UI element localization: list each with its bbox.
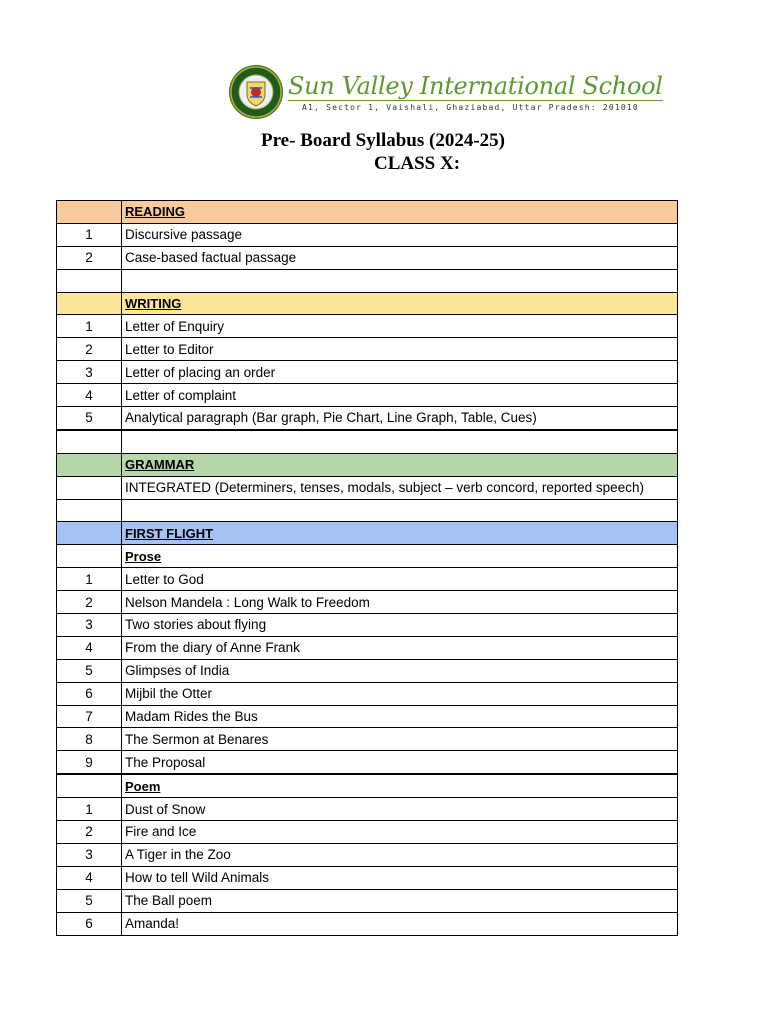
table-row [57, 315, 678, 338]
table-row [57, 361, 678, 384]
item-number: 9 [57, 751, 122, 774]
section-header-reading [57, 201, 678, 224]
school-header [228, 64, 663, 120]
table-cell [57, 522, 122, 545]
item-number: 3 [57, 843, 122, 866]
table-row [57, 591, 678, 614]
section-heading: GRAMMAR [122, 453, 678, 476]
blank-row [57, 430, 678, 453]
table-row [57, 843, 678, 866]
item-text: Nelson Mandela : Long Walk to Freedom [122, 591, 678, 614]
school-crest-icon [228, 64, 284, 120]
item-number: 1 [57, 315, 122, 338]
syllabus-table [56, 200, 678, 936]
item-text: Two stories about flying [122, 614, 678, 637]
item-number: 4 [57, 384, 122, 407]
item-number: 1 [57, 223, 122, 246]
item-text: A Tiger in the Zoo [122, 843, 678, 866]
item-number: 2 [57, 338, 122, 361]
title-line-1: Pre- Board Syllabus (2024-25) [260, 130, 505, 151]
item-text: How to tell Wild Animals [122, 866, 678, 889]
school-address: A1, Sector 1, Vaishali, Ghaziabad, Uttar Pradesh: 201010 [302, 102, 639, 112]
item-number [57, 476, 122, 499]
table-cell [57, 774, 122, 797]
section-header-writing [57, 292, 678, 315]
item-text: Fire and Ice [122, 821, 678, 844]
table-row [57, 705, 678, 728]
section-heading: READING [122, 201, 678, 224]
item-text: Discursive passage [122, 223, 678, 246]
subsection-heading: Prose [122, 545, 678, 568]
item-number: 5 [57, 407, 122, 430]
item-number: 4 [57, 866, 122, 889]
item-number: 6 [57, 912, 122, 935]
item-text: Analytical paragraph (Bar graph, Pie Chart, Line Graph, Table, Cues) [122, 407, 678, 430]
table-cell [57, 430, 122, 453]
table-cell [57, 545, 122, 568]
table-cell [57, 292, 122, 315]
table-cell [57, 269, 122, 292]
item-text: The Ball poem [122, 889, 678, 912]
item-text: The Sermon at Benares [122, 728, 678, 751]
table-row [57, 821, 678, 844]
item-number: 1 [57, 798, 122, 821]
item-text: From the diary of Anne Frank [122, 636, 678, 659]
item-text: INTEGRATED (Determiners, tenses, modals, subject – verb concord, reported speech) [122, 476, 678, 499]
table-row [57, 659, 678, 682]
item-number: 6 [57, 682, 122, 705]
table-row [57, 751, 678, 774]
table-row [57, 636, 678, 659]
table-cell [122, 499, 678, 522]
item-number: 1 [57, 568, 122, 591]
table-cell [122, 269, 678, 292]
blank-row [57, 269, 678, 292]
table-row [57, 866, 678, 889]
item-number: 7 [57, 705, 122, 728]
table-row [57, 912, 678, 935]
item-number: 3 [57, 614, 122, 637]
item-number: 4 [57, 636, 122, 659]
item-number: 3 [57, 361, 122, 384]
table-row [57, 614, 678, 637]
table-row [57, 384, 678, 407]
item-text: Amanda! [122, 912, 678, 935]
item-number: 5 [57, 659, 122, 682]
blank-row [57, 499, 678, 522]
table-row [57, 338, 678, 361]
table-row [57, 889, 678, 912]
table-row [57, 407, 678, 430]
item-text: Glimpses of India [122, 659, 678, 682]
table-cell [57, 499, 122, 522]
item-text: Madam Rides the Bus [122, 705, 678, 728]
section-heading: FIRST FLIGHT [122, 522, 678, 545]
section-header-first-flight [57, 522, 678, 545]
item-text: Letter of placing an order [122, 361, 678, 384]
table-cell [122, 430, 678, 453]
item-text: Letter to God [122, 568, 678, 591]
table-cell [57, 453, 122, 476]
table-cell [57, 201, 122, 224]
item-text: Dust of Snow [122, 798, 678, 821]
item-number: 2 [57, 821, 122, 844]
item-text: Letter of complaint [122, 384, 678, 407]
table-row [57, 728, 678, 751]
item-text: Mijbil the Otter [122, 682, 678, 705]
table-row [57, 246, 678, 269]
item-text: The Proposal [122, 751, 678, 774]
item-number: 2 [57, 591, 122, 614]
item-number: 5 [57, 889, 122, 912]
section-header-grammar [57, 453, 678, 476]
table-row [57, 568, 678, 591]
table-row [57, 476, 678, 499]
item-text: Letter of Enquiry [122, 315, 678, 338]
section-heading: WRITING [122, 292, 678, 315]
table-row [57, 223, 678, 246]
title-line-2: CLASS X: [373, 153, 461, 174]
item-number: 8 [57, 728, 122, 751]
item-text: Case-based factual passage [122, 246, 678, 269]
table-row [57, 682, 678, 705]
subsection-header-poem [57, 774, 678, 797]
document-title [0, 130, 768, 175]
subsection-heading: Poem [122, 774, 678, 797]
item-number: 2 [57, 246, 122, 269]
school-name: Sun Valley International School [288, 71, 663, 100]
item-text: Letter to Editor [122, 338, 678, 361]
table-row [57, 798, 678, 821]
subsection-header-prose [57, 545, 678, 568]
